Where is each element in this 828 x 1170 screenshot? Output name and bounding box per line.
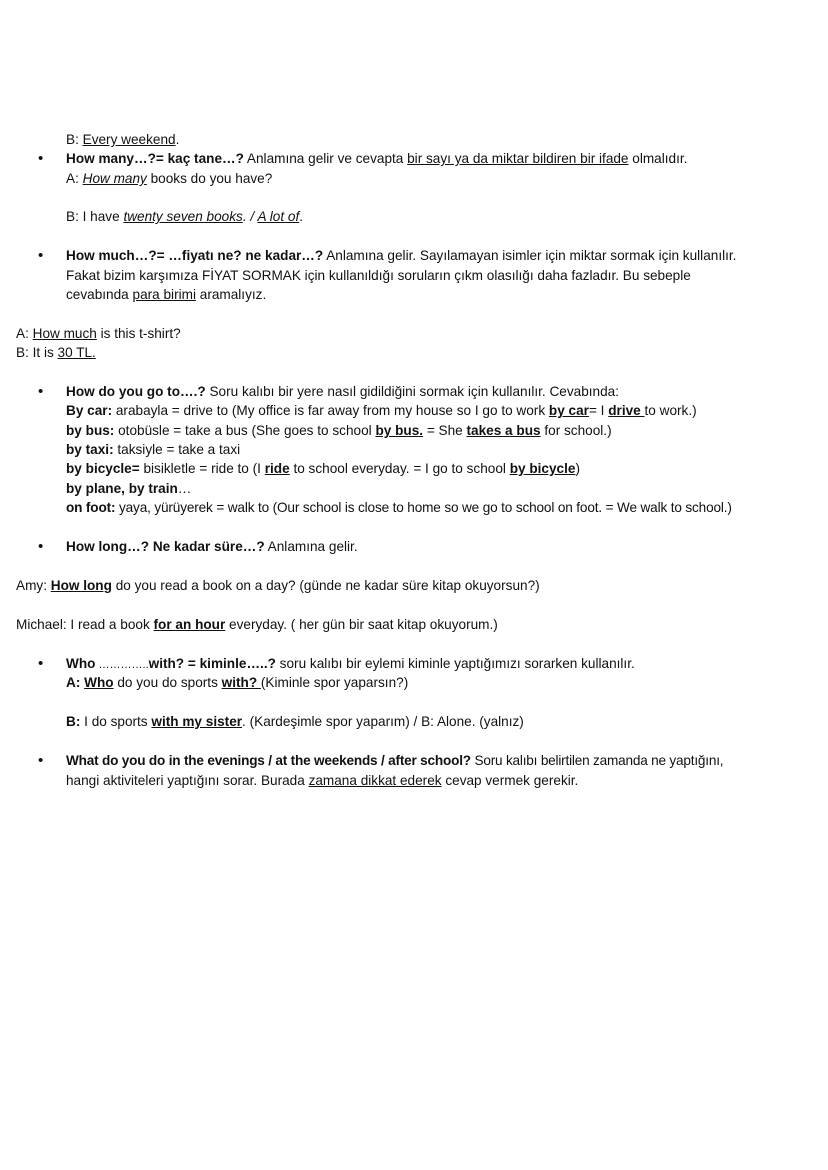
text-line: hangi aktiviteleri yaptığını sorar. Burada zamana dikkat ederek cevap vermek gerekir. [66, 773, 579, 788]
example-a: A: Who do you do sports with? (Kiminle spor yaparsın?) [66, 675, 409, 690]
by-taxi-line: by taxi: taksiyle = take a taxi [66, 442, 241, 457]
example-a: A: How many books do you have? [66, 171, 273, 186]
by-bus-line: by bus: otobüsle = take a bus (She goes to school by bus. = She takes a bus for school.) [66, 423, 612, 438]
bullet: • [38, 150, 44, 167]
example-b: B: It is 30 TL. [16, 345, 96, 360]
bullet: • [38, 752, 44, 769]
example-b: B: I do sports with my sister. (Kardeşimle spor yaparım) / B: Alone. (yalnız) [66, 714, 524, 729]
who-with-heading: Who …………..with? = kiminle…..? soru kalıbı bir eylemi kiminle yaptığımızı sorarken kullanılır. [66, 656, 635, 671]
how-go-heading: How do you go to….? Soru kalıbı bir yere nasıl gidildiğini sormak için kullanılır. Cevabında: [66, 384, 619, 399]
bullet: • [38, 655, 44, 672]
text-line: Fakat bizim karşımıza FİYAT SORMAK için kullanıldığı soruların çıkm olasılığı daha fazladır. Bu sebeple [66, 268, 691, 283]
how-long-heading: How long…? Ne kadar süre…? Anlamına gelir. [66, 539, 358, 554]
bullet: • [38, 247, 44, 264]
michael-line: Michael: I read a book for an hour everyday. ( her gün bir saat kitap okuyorum.) [16, 617, 498, 632]
bullet: • [38, 538, 44, 555]
bullet: • [38, 383, 44, 400]
by-bicycle-line: by bicycle= bisikletle = ride to (I ride to school everyday. = I go to school by bicycle) [66, 461, 580, 476]
example-b: B: I have twenty seven books. / A lot of. [66, 209, 304, 224]
example-a: A: How much is this t-shirt? [16, 326, 181, 341]
evenings-heading: What do you do in the evenings / at the weekends / after school? Soru kalıbı belirtilen zamanda ne yaptığını, [66, 753, 724, 768]
text-line: cevabında para birimi aramalıyız. [66, 287, 267, 302]
text-line: B: Every weekend. [66, 132, 180, 147]
how-much-heading: How much…?= …fiyatı ne? ne kadar…? Anlamına gelir. Sayılamayan isimler için miktar sormak için kullanılır. [66, 248, 737, 263]
on-foot-line: on foot: yaya, yürüyerek = walk to (Our school is close to home so we go to school on foot. = We walk to school.) [66, 500, 732, 515]
how-many-heading: How many…?= kaç tane…? Anlamına gelir ve cevapta bir sayı ya da miktar bildiren bir ifade olmalıdır. [66, 151, 688, 166]
amy-line: Amy: How long do you read a book on a day? (günde ne kadar süre kitap okuyorsun?) [16, 578, 540, 593]
by-car-line: By car: arabayla = drive to (My office is far away from my house so I go to work by car= I drive to work.) [66, 403, 697, 418]
by-plane-line: by plane, by train… [66, 481, 192, 496]
